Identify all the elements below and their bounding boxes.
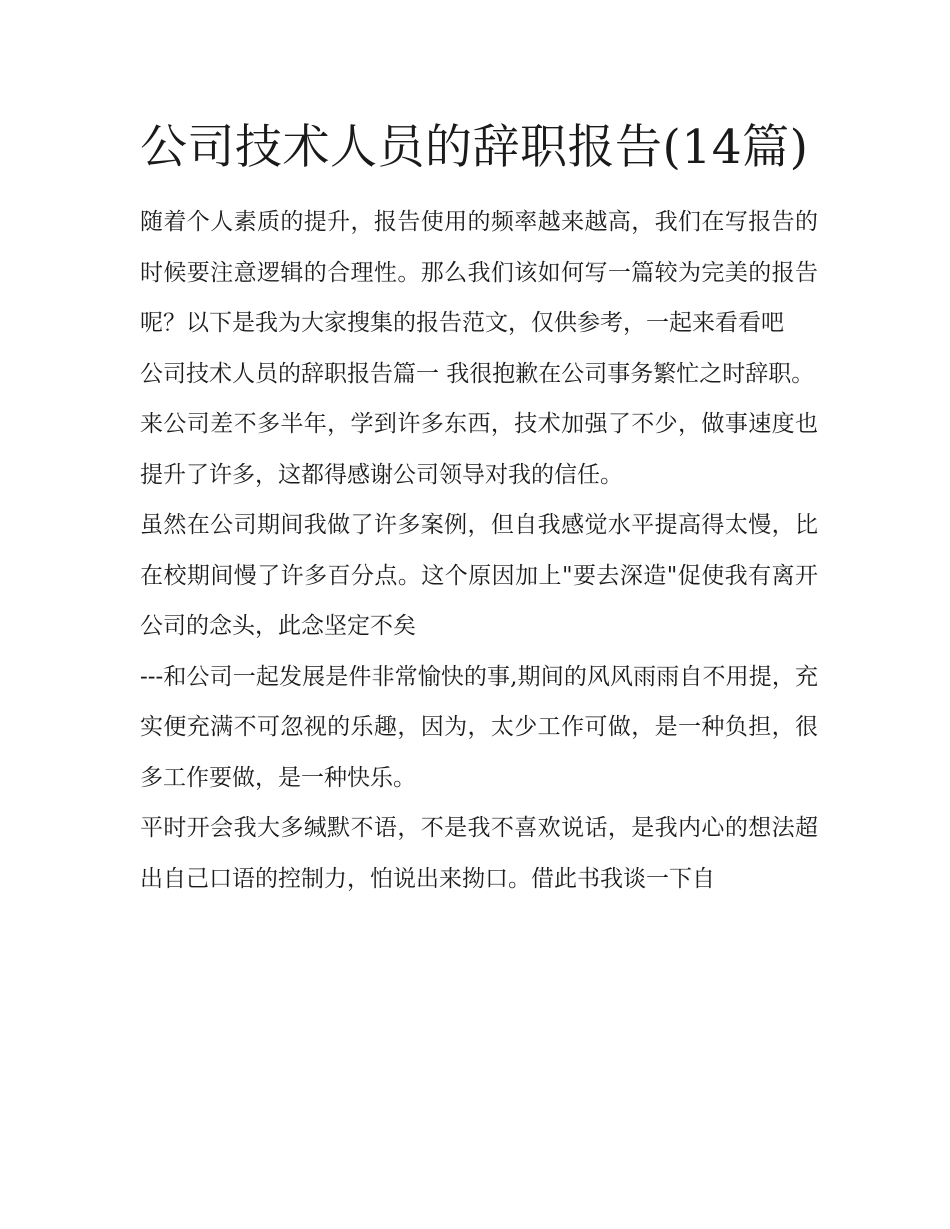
- paragraph-body: 平时开会我大多缄默不语，不是我不喜欢说话，是我内心的想法超出自己口语的控制力，怕说出来拗口。借此书我谈一下自: [140, 815, 818, 892]
- paragraph-body: 虽然在公司期间我做了许多案例，但自我感觉水平提高得太慢，比在校期间慢了许多百分点。这个原因加上"要去深造"促使我有离开公司的念头，此念坚定不矣: [140, 512, 818, 639]
- document-title: 公司技术人员的辞职报告(14篇): [140, 120, 809, 175]
- document-body: [140, 108, 818, 904]
- paragraph-body: ---和公司一起发展是件非常愉快的事,期间的风风雨雨自不用提，充实便充满不可忽视的乐趣，因为，太少工作可做，是一种负担，很多工作要做，是一种快乐。: [140, 663, 818, 791]
- paragraph-body: 来公司差不多半年，学到许多东西，技术加强了不少，做事速度也提升了许多，这都得感谢公司领导对我的信任。: [140, 411, 818, 488]
- paragraph-section-heading: 公司技术人员的辞职报告篇一 我很抱歉在公司事务繁忙之时辞职。: [140, 360, 815, 387]
- paragraph-intro: 随着个人素质的提升，报告使用的频率越来越高，我们在写报告的时候要注意逻辑的合理性。那么我们该如何写一篇较为完美的报告呢？以下是我为大家搜集的报告范文，仅供参考，一起来看看吧: [140, 209, 818, 336]
